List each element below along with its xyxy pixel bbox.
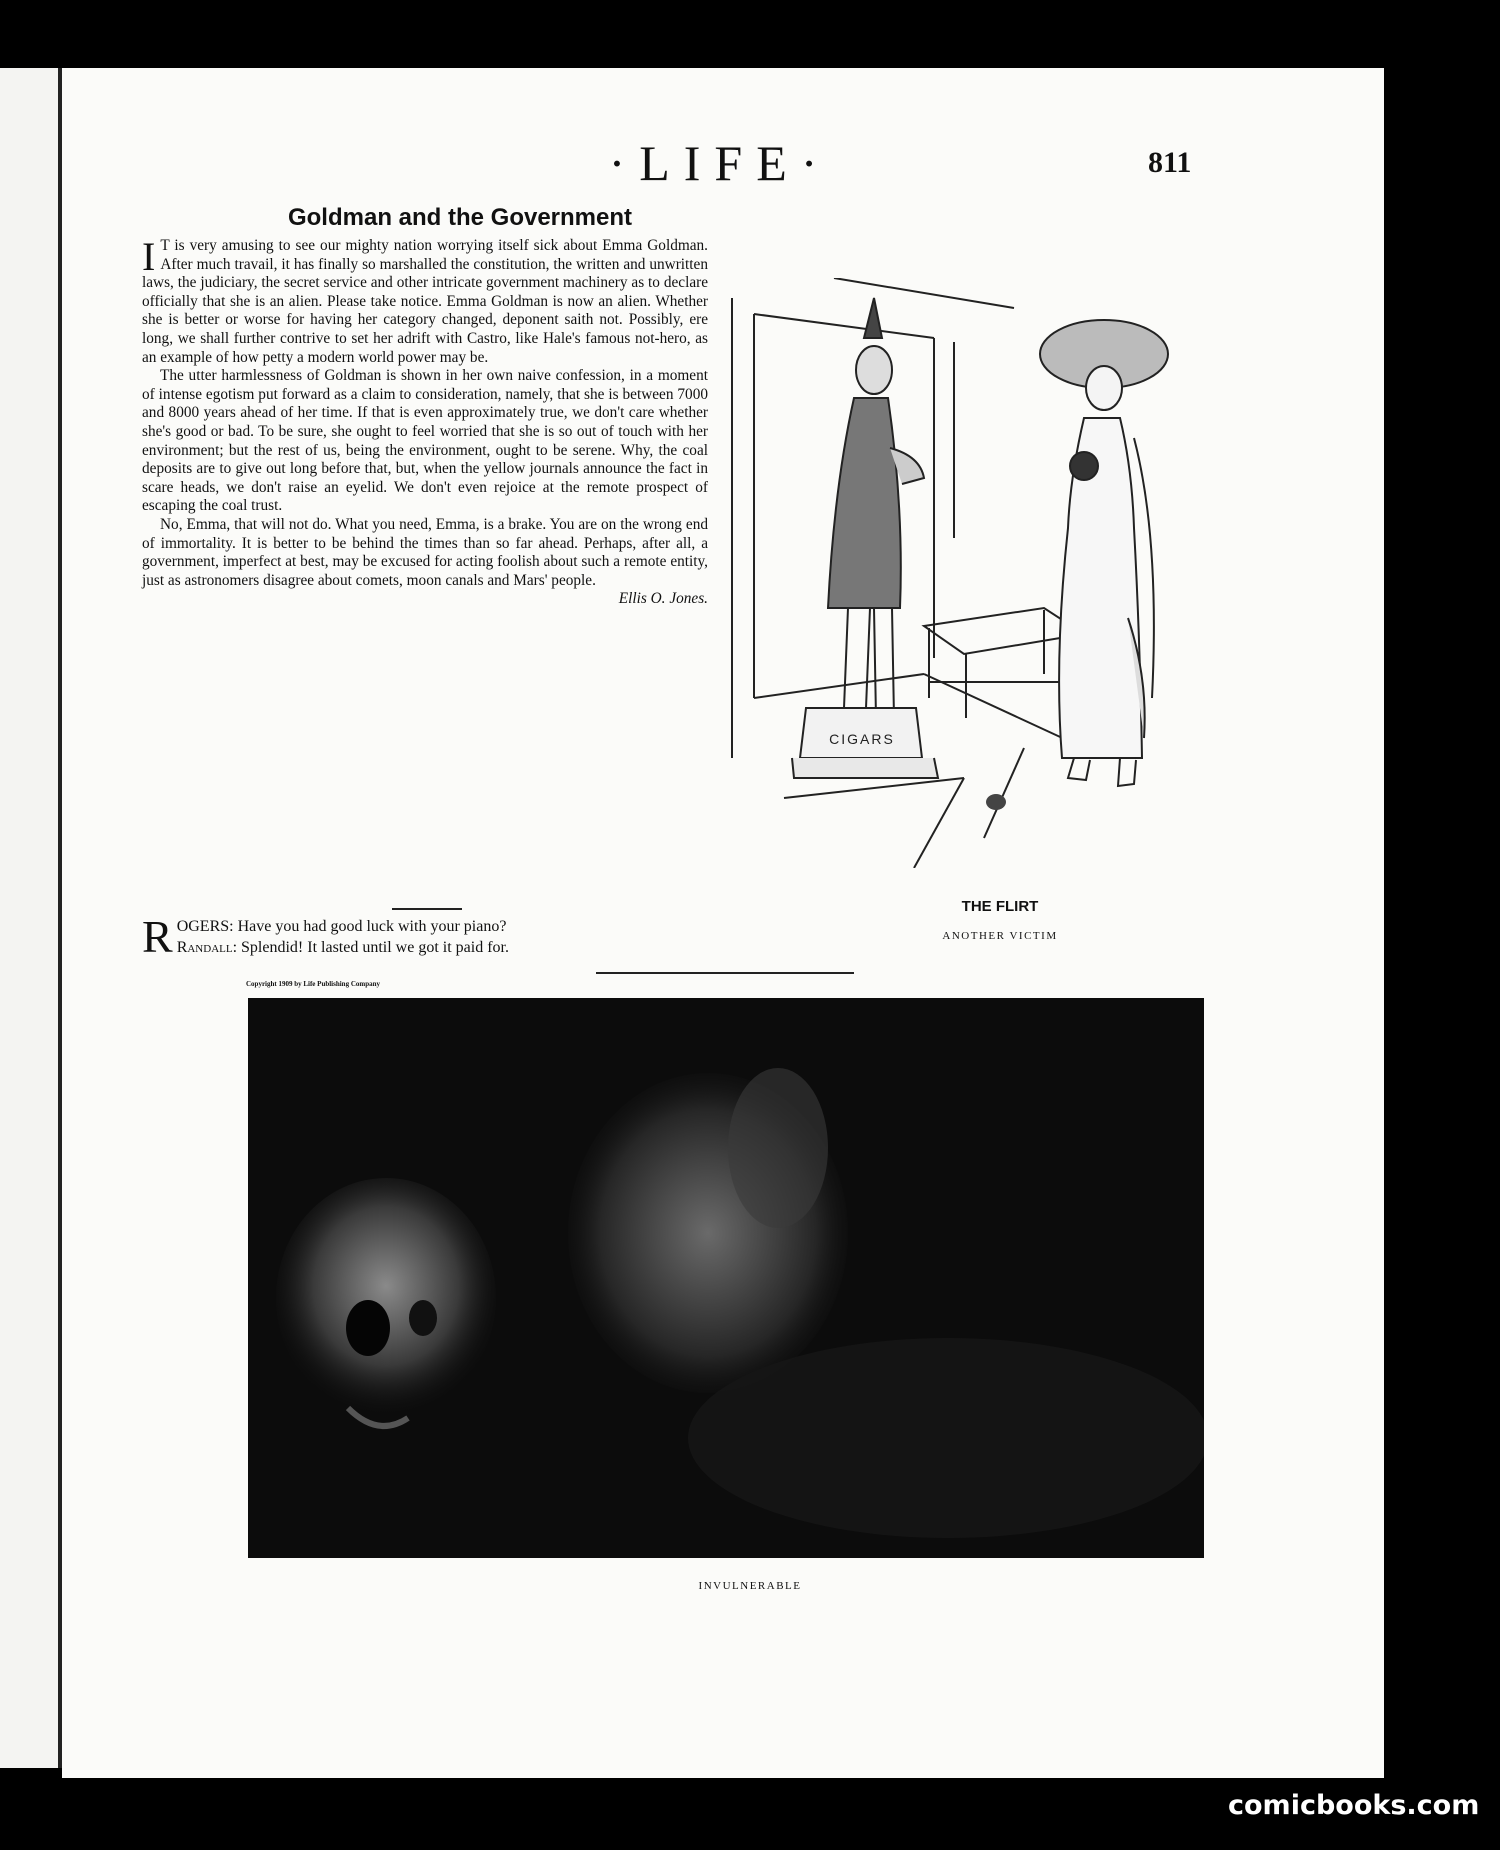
cartoon-subcaption: ANOTHER VICTIM <box>942 930 1058 942</box>
article-byline: Ellis O. Jones. <box>618 590 708 608</box>
copyright-notice: Copyright 1909 by Life Publishing Company <box>246 980 380 988</box>
article-body <box>142 234 708 609</box>
drop-cap: R <box>142 911 173 962</box>
article-paragraph-3: No, Emma, that will not do. What you need, Emma, is a brake. You are on the wrong end of immortality. It is better to be behind the times than so far ahead. Perhaps, after all, a government, imperfect at best, may be excused for acting foolish about such a remote entity, just as astronomers disagree about comets, moon canals and Mars' people. <box>142 515 708 589</box>
joke-line-2: Randall: Splendid! It lasted until we got it paid for. <box>176 939 509 956</box>
joke-dialogue <box>142 911 708 962</box>
facing-page-edge <box>0 68 62 1768</box>
drop-cap: I <box>142 234 156 279</box>
photo-caption: INVULNERABLE <box>698 1580 802 1592</box>
divider-rule <box>596 972 854 974</box>
skull-shape <box>276 1178 496 1418</box>
page-number: 811 <box>1148 146 1192 179</box>
invulnerable-photo <box>248 998 1204 1558</box>
article-paragraph-1: I T is very amusing to see our mighty nation worrying itself sick about Emma Goldman. After much travail, it has finally so marshalled the constitution, the written and unwritten laws, the judiciary, the secret service and other intricate government machinery as to declare officially that she is an alien. Please take notice. Emma Goldman is now an alien. Whether she is better or worse for having her category changed, deponent saith not. Possibly, ere long, we shall further contrive to set her adrift with Castro, like Hale's famous not-hero, as an example of how petty a modern world power may be. <box>142 234 708 366</box>
watermark: comicbooks.com <box>1228 1790 1480 1821</box>
article-title: Goldman and the Government <box>287 204 633 231</box>
masthead-title: ·LIFE· <box>608 135 832 191</box>
cigars-sign: CIGARS <box>829 731 895 747</box>
cartoon-illustration <box>724 278 1204 868</box>
joke-speaker: Randall <box>176 939 233 956</box>
joke-line-1: OGERS: Have you had good luck with your piano? <box>176 918 507 935</box>
article-paragraph-2: The utter harmlessness of Goldman is shown in her own naive confession, in a moment of intense egotism put forward as a claim to consideration, namely, that she is between 7000 and 8000 years ahead of her time. If that is even approximately true, we don't care whether she's good or bad. To be sure, she ought to feel worried that she is so out of touch with her environment; but the rest of us, being the environment, ought to be serene. Why, the coal deposits are to give out long before that, but, when the yellow journals announce the fact in scare heads, we don't raise an eyelid. We don't even rejoice at the remote prospect of escaping the coal trust. <box>142 367 708 515</box>
cartoon-caption: THE FLIRT <box>961 898 1039 915</box>
divider-rule <box>392 908 462 910</box>
